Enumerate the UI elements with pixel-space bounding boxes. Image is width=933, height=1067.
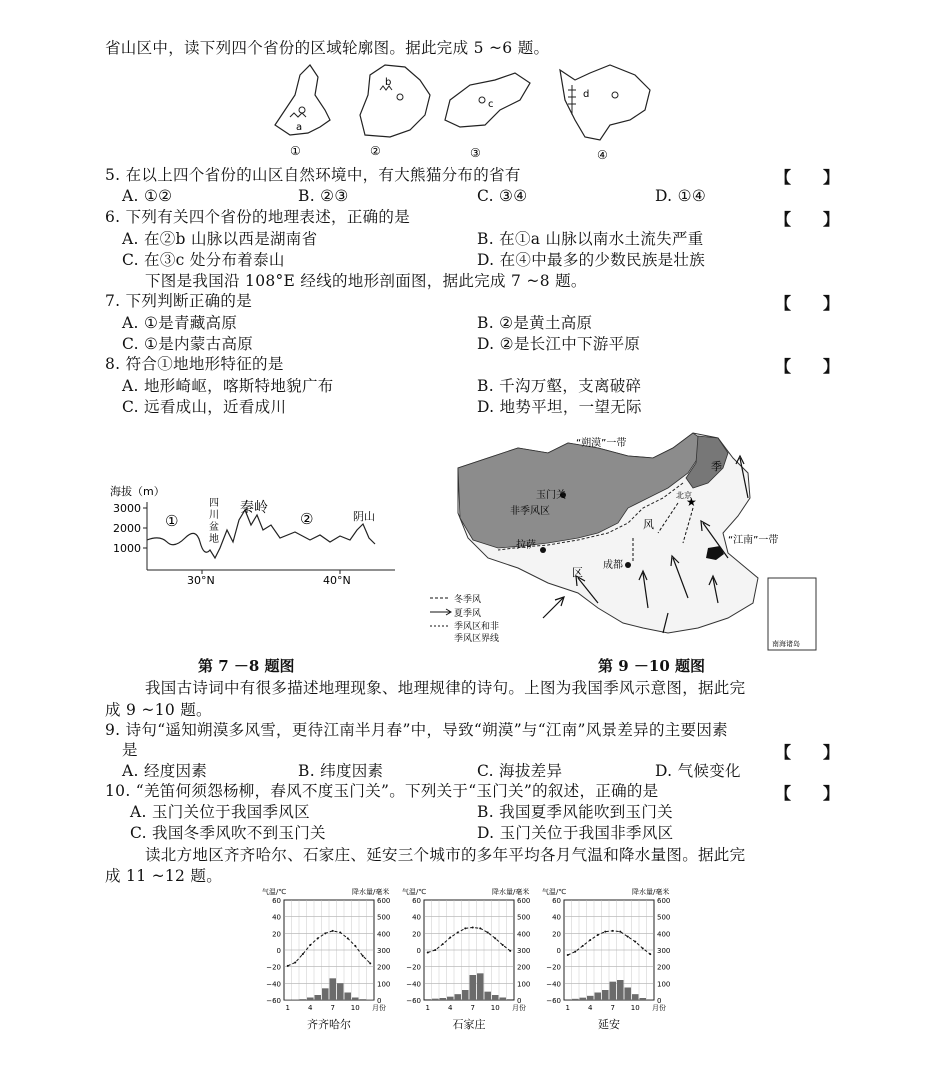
q6-option-d[interactable]: D. 在④中最多的少数民族是壮族 [477, 251, 706, 269]
mountain-a [290, 113, 306, 117]
precip-bar [565, 999, 572, 1000]
profile-label-2: ② [300, 510, 314, 528]
climate-left-tick: 20 [412, 930, 421, 939]
legend-summer: 夏季风 [454, 609, 482, 619]
precip-bar [285, 1000, 292, 1001]
q8-option-a[interactable]: A. 地形崎岖，喀斯特地貌广布 [122, 377, 334, 395]
temperature-point [487, 932, 489, 934]
precip-bar [462, 990, 469, 1000]
precip-bar [470, 975, 477, 1000]
profile-label-si: 四 [209, 498, 219, 509]
climate-right-tick: 300 [517, 947, 531, 955]
q10-option-a[interactable]: A. 玉门关位于我国季风区 [130, 803, 310, 821]
label-yumenguan: 玉门关 [536, 490, 566, 501]
climate-right-tick: 100 [517, 980, 531, 989]
legend-boundary-2: 季风区界线 [454, 634, 500, 644]
q6-option-b[interactable]: B. 在①a 山脉以南水土流失严重 [477, 230, 704, 248]
q5-option-a[interactable]: A. ①② [122, 187, 173, 205]
climate-left-tick: −40 [266, 980, 281, 989]
legend-winter: 冬季风 [454, 595, 482, 605]
climate-right-tick: 100 [657, 980, 671, 989]
climate-right-tick: 500 [657, 913, 671, 922]
caption-fig-9-10: 第 9 －10 题图 [598, 657, 705, 675]
province-3-capital [479, 97, 485, 103]
temperature-point [604, 931, 606, 933]
q8-answer-bracket[interactable]: 【 】 [775, 357, 840, 376]
temperature-point [354, 945, 356, 947]
temperature-point [457, 932, 459, 934]
temperature-point [627, 936, 629, 938]
temperature-point [287, 965, 289, 967]
q8-stem: 8. 符合①地地形特征的是 [105, 355, 284, 373]
climate-left-label: 气温/℃ [262, 888, 287, 896]
label-feng: 风 [643, 518, 654, 531]
q5-option-d[interactable]: D. ①④ [655, 187, 707, 205]
q8-option-d[interactable]: D. 地势平坦，一望无际 [477, 398, 642, 416]
mountain-d [568, 85, 576, 115]
climate-city-name: 石家庄 [452, 1018, 486, 1031]
temperature-point [642, 947, 644, 949]
q7-option-c[interactable]: C. ①是内蒙古高原 [122, 335, 254, 353]
q9-stem-line2: 是 [122, 741, 138, 759]
precip-bar [360, 999, 367, 1000]
climate-x-tick: 10 [490, 1004, 500, 1012]
climate-left-tick: 0 [416, 947, 421, 955]
q9-option-a[interactable]: A. 经度因素 [122, 762, 208, 780]
climate-left-tick: −20 [406, 963, 421, 972]
precip-bar [425, 999, 432, 1000]
climate-right-label: 降水量/毫米 [632, 888, 670, 896]
precip-bar [580, 998, 587, 1000]
climate-right-tick: 400 [517, 930, 531, 939]
monsoon-map [428, 428, 823, 653]
climate-left-tick: −60 [406, 997, 421, 1005]
temperature-point [302, 953, 304, 955]
q9-option-d[interactable]: D. 气候变化 [655, 762, 741, 780]
temperature-point [449, 937, 451, 939]
climate-left-tick: 60 [412, 897, 421, 905]
label-jiangnan: “江南”一带 [728, 535, 779, 546]
temperature-point [434, 949, 436, 951]
q7-option-d[interactable]: D. ②是长江中下游平原 [477, 335, 641, 353]
climate-right-tick: 100 [377, 980, 391, 989]
q5-option-c[interactable]: C. ③④ [477, 187, 528, 205]
temperature-point [634, 941, 636, 943]
q9-stem-line1: 9. 诗句“遥知朔漠多风雪，更待江南半月春”中，导致“朔漠”与“江南”风景差异的主要因素 [105, 721, 728, 739]
climate-right-tick: 0 [517, 997, 522, 1005]
temperature-point [332, 930, 334, 932]
temperature-point [324, 932, 326, 934]
intro-9-10-line1: 我国古诗词中有很多描述地理现象、地理规律的诗句。上图为我国季风示意图，据此完 [145, 679, 746, 697]
precip-bar [440, 998, 447, 1000]
temperature-point [574, 951, 576, 953]
q7-option-b[interactable]: B. ②是黄土高原 [477, 314, 593, 332]
climate-x-tick: 1 [565, 1004, 570, 1012]
precip-bar [432, 999, 439, 1000]
precip-bar [300, 999, 307, 1000]
climate-left-tick: −20 [546, 963, 561, 972]
label-nonmonsoon: 非季风区 [510, 506, 550, 517]
q8-option-c[interactable]: C. 远看成山，近看成川 [122, 398, 287, 416]
province-4-outline [560, 65, 650, 140]
label-ji: 季 [711, 460, 722, 473]
precip-bar [572, 999, 579, 1000]
terrain-profile-chart [105, 480, 405, 585]
precip-bar [485, 992, 492, 1000]
climate-x-tick: 4 [448, 1004, 453, 1012]
profile-label-chuan: 川 [209, 510, 219, 521]
climate-left-tick: −60 [546, 997, 561, 1005]
precip-bar [632, 994, 639, 1000]
climate-right-tick: 300 [377, 947, 391, 955]
climate-left-tick: −60 [266, 997, 281, 1005]
q8-option-b[interactable]: B. 千沟万壑，支离破碎 [477, 377, 642, 395]
precip-bar [587, 996, 594, 1000]
climate-x-tick: 1 [285, 1004, 290, 1012]
climate-x-unit: 月份 [652, 1004, 666, 1012]
temperature-point [442, 943, 444, 945]
climate-x-tick: 10 [630, 1004, 640, 1012]
temperature-point [479, 927, 481, 929]
climate-right-tick: 500 [517, 913, 531, 922]
q7-option-a[interactable]: A. ①是青藏高原 [122, 314, 238, 332]
intro-7-8: 下图是我国沿 108°E 经线的地形剖面图，据此完成 7 ~8 题。 [145, 272, 587, 290]
marker-c: c [488, 99, 494, 110]
precip-bar [315, 995, 322, 1000]
temperature-point [502, 944, 504, 946]
marker-d: d [583, 89, 590, 100]
q6-answer-bracket[interactable]: 【 】 [775, 210, 840, 229]
climate-right-label: 降水量/毫米 [492, 888, 530, 896]
q9-option-b[interactable]: B. 纬度因素 [298, 762, 384, 780]
climate-left-tick: 40 [272, 913, 281, 922]
province-1-outline [275, 65, 330, 135]
climate-x-tick: 4 [588, 1004, 593, 1012]
marker-a: a [296, 122, 303, 133]
climate-left-label: 气温/℃ [542, 888, 567, 896]
temperature-point [567, 954, 569, 956]
label-south-sea: 南海诸岛 [772, 640, 800, 648]
precip-bar [337, 983, 344, 1000]
q10-answer-bracket[interactable]: 【 】 [775, 784, 840, 803]
precip-bar [640, 998, 647, 1000]
temperature-point [649, 953, 651, 955]
climate-left-tick: 0 [556, 947, 561, 955]
climate-x-unit: 月份 [372, 1004, 386, 1012]
temperature-point [339, 932, 341, 934]
profile-ytick-3000: 3000 [113, 502, 141, 515]
chengdu-dot [625, 562, 631, 568]
intro-9-10-line2: 成 9 ~10 题。 [105, 701, 212, 719]
province-1-capital [299, 107, 305, 113]
profile-xtick-40n: 40°N [323, 574, 351, 585]
climate-x-unit: 月份 [512, 1004, 526, 1012]
legend-boundary-1: 季风区和非 [454, 622, 500, 632]
precip-bar [330, 978, 337, 1000]
profile-ytick-2000: 2000 [113, 522, 141, 535]
climate-x-tick: 10 [350, 1004, 360, 1012]
precip-bar [307, 998, 314, 1001]
label-shuomo: “朔漠”一带 [576, 438, 627, 449]
label-qu: 区 [572, 566, 583, 579]
q5-stem: 5. 在以上四个省份的山区自然环境中，有大熊猫分布的省有 [105, 166, 521, 184]
label-chengdu: 成都 [603, 560, 623, 571]
climate-charts [262, 882, 682, 1037]
climate-right-tick: 600 [657, 897, 671, 905]
label-lasa: 拉萨 [516, 540, 536, 551]
precip-bar [647, 999, 654, 1000]
profile-ylabel: 海拔（m） [110, 485, 165, 498]
climate-right-tick: 400 [377, 930, 391, 939]
temperature-point [472, 927, 474, 929]
precip-bar [617, 980, 624, 1000]
precip-bar [625, 988, 632, 1001]
caption-fig-7-8: 第 7 －8 题图 [198, 657, 295, 675]
precip-bar [492, 995, 499, 1000]
province-2-label: ② [370, 144, 381, 158]
climate-right-tick: 0 [377, 997, 382, 1005]
profile-terrain-line [147, 510, 375, 558]
profile-label-qinling: 秦岭 [240, 500, 268, 516]
temperature-point [464, 927, 466, 929]
climate-city-name: 延安 [598, 1018, 620, 1031]
climate-right-tick: 200 [657, 963, 671, 972]
precip-bar [367, 1000, 374, 1001]
temperature-point [309, 944, 311, 946]
q5-option-b[interactable]: B. ②③ [298, 187, 349, 205]
q10-option-c[interactable]: C. 我国冬季风吹不到玉门关 [130, 824, 326, 842]
climate-right-label: 降水量/毫米 [352, 888, 390, 896]
climate-x-tick: 4 [308, 1004, 313, 1012]
label-beijing: 北京 [676, 491, 692, 500]
beijing-star: ★ [686, 495, 697, 509]
climate-x-tick: 7 [330, 1004, 335, 1012]
temperature-point [494, 937, 496, 939]
q9-option-c[interactable]: C. 海拔差异 [477, 762, 563, 780]
province-4-label: ④ [597, 148, 608, 162]
province-2-outline [360, 65, 430, 137]
climate-left-tick: 40 [552, 913, 561, 922]
q5-answer-bracket[interactable]: 【 】 [775, 168, 840, 187]
temperature-point [597, 934, 599, 936]
q6-stem: 6. 下列有关四个省份的地理表述，正确的是 [105, 208, 411, 226]
precip-bar [447, 997, 454, 1000]
climate-left-tick: 0 [276, 947, 281, 955]
province-3-label: ③ [470, 146, 481, 160]
q10-stem: 10. “羌笛何须怨杨柳，春风不度玉门关”。下列关于“玉门关”的叙述，正确的是 [105, 782, 659, 800]
climate-left-tick: 60 [272, 897, 281, 905]
intro-11-12-line2: 成 11 ~12 题。 [105, 867, 223, 885]
temperature-point [362, 955, 364, 957]
intro-5-6: 省山区中，读下列四个省份的区域轮廓图。据此完成 5 ~6 题。 [105, 39, 550, 57]
climate-right-tick: 300 [657, 947, 671, 955]
climate-x-tick: 1 [425, 1004, 430, 1012]
climate-left-label: 气温/℃ [402, 888, 427, 896]
precip-bar [477, 973, 484, 1000]
precip-bar [292, 1000, 299, 1001]
profile-xtick-30n: 30°N [187, 574, 215, 585]
profile-label-1: ① [165, 512, 179, 530]
profile-label-yinshan: 阴山 [353, 510, 375, 523]
q7-stem: 7. 下列判断正确的是 [105, 292, 253, 310]
climate-right-tick: 600 [517, 897, 531, 905]
q9-answer-bracket[interactable]: 【 】 [775, 743, 840, 762]
profile-label-pen: 盆 [209, 522, 219, 533]
q7-answer-bracket[interactable]: 【 】 [775, 294, 840, 313]
profile-label-di: 地 [209, 534, 219, 545]
temperature-point [589, 939, 591, 941]
precip-bar [352, 998, 359, 1001]
climate-right-tick: 200 [377, 963, 391, 972]
lasa-dot [540, 547, 546, 553]
climate-left-tick: 20 [272, 930, 281, 939]
climate-right-tick: 400 [657, 930, 671, 939]
q10-option-d[interactable]: D. 玉门关位于我国非季风区 [477, 824, 674, 842]
precip-bar [455, 994, 462, 1000]
temperature-point [347, 937, 349, 939]
province-4-capital [612, 92, 618, 98]
precip-bar [500, 998, 507, 1001]
precip-bar [507, 999, 514, 1000]
temperature-point [509, 950, 511, 952]
profile-ytick-1000: 1000 [113, 542, 141, 555]
intro-11-12-line1: 读北方地区齐齐哈尔、石家庄、延安三个城市的多年平均各月气温和降水量图。据此完 [145, 846, 746, 864]
climate-left-tick: −20 [266, 963, 281, 972]
precip-bar [602, 990, 609, 1000]
climate-right-tick: 0 [657, 997, 662, 1005]
precip-bar [322, 988, 329, 1000]
precip-bar [595, 993, 602, 1001]
q6-option-a[interactable]: A. 在②b 山脉以西是湖南省 [122, 230, 318, 248]
q10-option-b[interactable]: B. 我国夏季风能吹到玉门关 [477, 803, 673, 821]
marker-b: b [385, 77, 392, 88]
province-2-capital [397, 94, 403, 100]
climate-left-tick: 20 [552, 930, 561, 939]
temperature-point [582, 945, 584, 947]
climate-right-tick: 200 [517, 963, 531, 972]
precip-bar [610, 982, 617, 1000]
climate-right-tick: 600 [377, 897, 391, 905]
precip-bar [345, 993, 352, 1001]
climate-left-tick: −40 [406, 980, 421, 989]
temperature-point [619, 931, 621, 933]
temperature-point [294, 962, 296, 964]
climate-left-tick: −40 [546, 980, 561, 989]
climate-x-tick: 7 [610, 1004, 615, 1012]
climate-city-name: 齐齐哈尔 [307, 1018, 351, 1031]
temperature-point [369, 962, 371, 964]
province-1-label: ① [290, 144, 301, 158]
climate-x-tick: 7 [470, 1004, 475, 1012]
temperature-point [427, 952, 429, 954]
temperature-point [317, 937, 319, 939]
climate-left-tick: 40 [412, 913, 421, 922]
q6-option-c[interactable]: C. 在③c 处分布着泰山 [122, 251, 285, 269]
climate-left-tick: 60 [552, 897, 561, 905]
temperature-point [612, 930, 614, 932]
climate-right-tick: 500 [377, 913, 391, 922]
province-maps [260, 55, 660, 167]
